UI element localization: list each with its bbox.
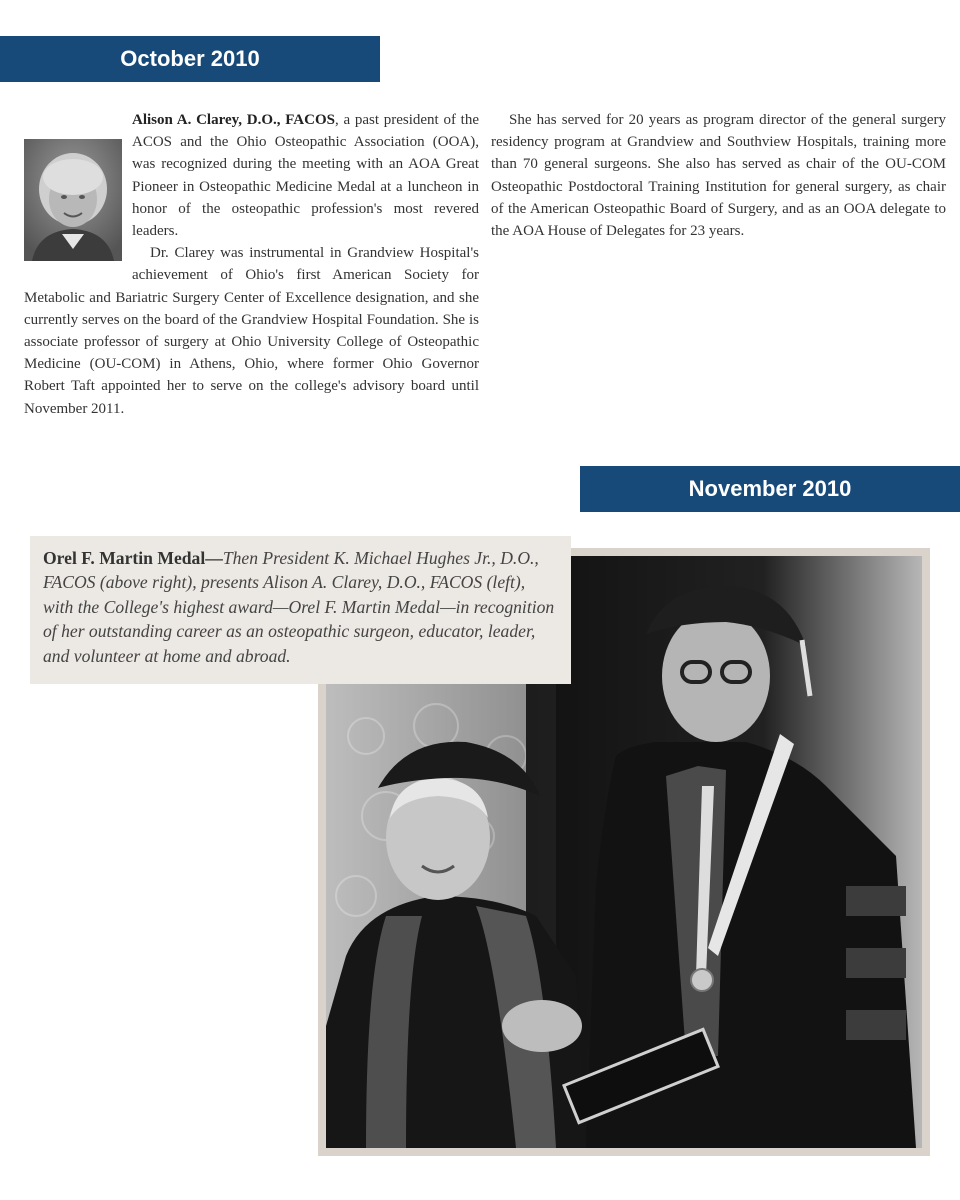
october-2010-banner — [0, 36, 380, 82]
article-intro-paragraph — [24, 109, 479, 242]
headshot-illustration — [24, 139, 122, 261]
november-banner-label: November 2010 — [688, 476, 852, 501]
honoree-name: Alison A. Clarey, D.O., FACOS — [132, 112, 335, 128]
alison-clarey-headshot — [24, 139, 122, 261]
november-2010-banner — [580, 466, 960, 512]
caption-dash: — — [205, 548, 223, 568]
october-article-right-column — [491, 109, 946, 242]
article-paragraph-2: Dr. Clarey was instrumental in Grandview Hospital's achievement of Ohio's first American Society for Metabolic and Bariatric Surgery Center of Excellence designation, and she currently serves on the board of the Grandview Hospital Foundation. She is associate professor of surgery at Ohio University College of Osteopathic Medicine (OU-COM) in Athens, Ohio, where former Ohio Governor Robert Taft appointed her to serve on the college's advisory board until November 2011. — [24, 245, 479, 417]
caption-body: Then President K. Michael Hughes Jr., D.O., FACOS (above right), presents Alison A. Clarey, D.O., FACOS (left), with the College's highest award—Orel F. Martin Medal—in recognition of her outstanding career as an osteopathic surgeon, educator, leader, and volunteer at home and abroad. — [43, 548, 555, 666]
october-banner-label: October 2010 — [120, 46, 260, 71]
article-paragraph-3: She has served for 20 years as program director of the general surgery residency program at Grandview and Southview Hospitals, training more than 70 general surgeons. She also has served as chair of the OU-COM Osteopathic Postdoctoral Training Institution for general surgery, as chair of the American Osteopathic Board of Surgery, and as an OOA delegate to the AOA House of Delegates for 23 years. — [491, 112, 946, 240]
intro-text: , a past president of the ACOS and the Ohio Osteopathic Association (OOA), was recognized during the meeting with an AOA Great Pioneer in Osteopathic Medicine Medal at a luncheon in honor of the osteopathic profession's most revered leaders. — [132, 112, 479, 240]
october-article-left-column — [24, 109, 479, 420]
caption-title: Orel F. Martin Medal — [43, 548, 206, 568]
photo-caption-box — [30, 536, 571, 684]
